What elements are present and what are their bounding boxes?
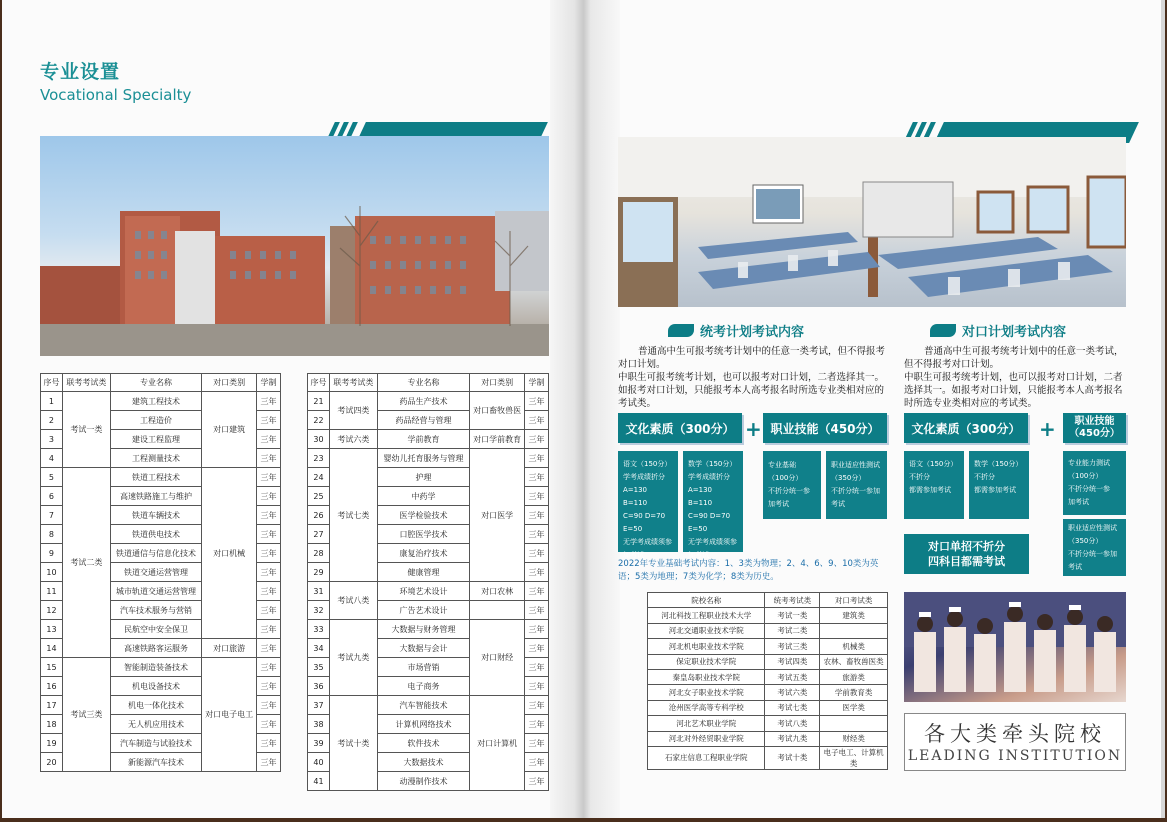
campus-building-photo xyxy=(40,136,549,356)
duikou-exam-class: 建筑类 xyxy=(820,608,888,623)
major-name: 建筑工程技术 xyxy=(110,392,202,411)
row-number: 24 xyxy=(308,468,330,487)
row-number: 17 xyxy=(41,696,63,715)
row-number: 9 xyxy=(41,544,63,563)
major-name: 建设工程监理 xyxy=(110,430,202,449)
major-name: 健康管理 xyxy=(377,563,470,582)
row-number: 11 xyxy=(41,582,63,601)
major-name: 中药学 xyxy=(377,487,470,506)
major-name: 市场营销 xyxy=(377,658,470,677)
col-header: 对口考试类 xyxy=(820,593,888,608)
school-name: 沧州医学高等专科学校 xyxy=(648,700,765,715)
major-name: 大数据与财务管理 xyxy=(377,620,470,639)
program-length: 三年 xyxy=(525,430,549,449)
unified-exam-class: 考试八类 xyxy=(765,716,820,731)
major-name: 工程测量技术 xyxy=(110,449,202,468)
table-row xyxy=(648,654,888,669)
school-name: 保定职业技术学院 xyxy=(648,654,765,669)
table-header-row xyxy=(308,374,549,392)
duikou-exam-class: 旅游类 xyxy=(820,669,888,684)
table-header-row xyxy=(41,374,281,392)
col-header: 专业名称 xyxy=(110,374,202,392)
row-number: 5 xyxy=(41,468,63,487)
row-number: 6 xyxy=(41,487,63,506)
program-length: 三年 xyxy=(525,696,549,715)
program-length: 三年 xyxy=(257,639,281,658)
duikou-category: 对口旅游 xyxy=(202,639,257,658)
majors-table-1 xyxy=(40,373,281,772)
col-header: 学制 xyxy=(257,374,281,392)
school-name: 秦皇岛职业技术学院 xyxy=(648,669,765,684)
table-row xyxy=(648,623,888,638)
culture-score-bar: 文化素质（300分） xyxy=(618,413,742,443)
duikou-category: 对口计算机 xyxy=(470,696,525,791)
page-subtitle: Vocational Specialty xyxy=(40,86,192,104)
school-name: 河北女子职业技术学院 xyxy=(648,685,765,700)
unified-exam-class: 考试三类 xyxy=(765,639,820,654)
major-name: 康复治疗技术 xyxy=(377,544,470,563)
major-name: 汽车技术服务与营销 xyxy=(110,601,202,620)
major-name: 婴幼儿托育服务与管理 xyxy=(377,449,470,468)
major-name: 铁道供电技术 xyxy=(110,525,202,544)
table-row xyxy=(648,639,888,654)
program-length: 三年 xyxy=(257,430,281,449)
duikou-exam-class: 财经类 xyxy=(820,731,888,746)
duikou-card-skill: 专业能力测试 （100分） 不折分统一参 加考试 xyxy=(1063,451,1126,515)
major-name: 广告艺术设计 xyxy=(377,601,470,620)
program-length: 三年 xyxy=(525,468,549,487)
program-length: 三年 xyxy=(525,525,549,544)
exam-category: 考试四类 xyxy=(329,392,377,430)
duikou-exam-class xyxy=(820,716,888,731)
table-header-row xyxy=(648,593,888,608)
duikou-category: 对口学前教育 xyxy=(470,430,525,449)
major-name: 电子商务 xyxy=(377,677,470,696)
duikou-exam-class: 医学类 xyxy=(820,700,888,715)
row-number: 32 xyxy=(308,601,330,620)
row-number: 23 xyxy=(308,449,330,468)
unified-exam-class: 考试一类 xyxy=(765,608,820,623)
leaf-icon xyxy=(668,324,694,337)
program-length: 三年 xyxy=(525,582,549,601)
major-name: 高速铁路施工与维护 xyxy=(110,487,202,506)
duikou-exam-text: 普通高中生可报考统考计划中的任意一类考试，但不得报考对口计划。 中职生可报考统考计划，也可以报考对口计划，二者选择其一。如报考对口计划，只能报考本人高考报名时所选专业类相对应的考试类。 xyxy=(904,346,1124,409)
program-length: 三年 xyxy=(257,601,281,620)
program-length: 三年 xyxy=(257,392,281,411)
table-row xyxy=(308,582,549,601)
duikou-exam-heading: 对口计划考试内容 xyxy=(930,321,1066,340)
program-length: 三年 xyxy=(257,677,281,696)
program-length: 三年 xyxy=(257,658,281,677)
school-name: 河北对外经贸职业学院 xyxy=(648,731,765,746)
duikou-exam-class xyxy=(820,623,888,638)
major-name: 智能制造装备技术 xyxy=(110,658,202,677)
exam-category: 考试一类 xyxy=(62,392,110,468)
row-number: 22 xyxy=(308,411,330,430)
school-name: 河北交通职业技术学院 xyxy=(648,623,765,638)
col-header: 联考考试类 xyxy=(62,374,110,392)
major-name: 环境艺术设计 xyxy=(377,582,470,601)
unified-exam-class: 考试七类 xyxy=(765,700,820,715)
leading-schools-table xyxy=(647,592,888,770)
program-length: 三年 xyxy=(257,563,281,582)
col-header: 院校名称 xyxy=(648,593,765,608)
row-number: 35 xyxy=(308,658,330,677)
duikou-skill-score-bar: 职业技能 （450分） xyxy=(1063,413,1126,443)
row-number: 26 xyxy=(308,506,330,525)
table-row xyxy=(648,731,888,746)
row-number: 4 xyxy=(41,449,63,468)
card-professional-basic: 专业基础 （100分） 不折分统一参 加考试 xyxy=(763,451,821,519)
program-length: 三年 xyxy=(257,487,281,506)
major-name: 高速铁路客运服务 xyxy=(110,639,202,658)
col-header: 学制 xyxy=(525,374,549,392)
major-name: 口腔医学技术 xyxy=(377,525,470,544)
col-header: 对口类别 xyxy=(470,374,525,392)
exam-category: 考试六类 xyxy=(329,430,377,449)
leaf-icon xyxy=(930,324,956,337)
unified-exam-class: 考试二类 xyxy=(765,623,820,638)
plus-sign: + xyxy=(1039,417,1056,441)
table-row xyxy=(41,658,281,677)
school-name: 河北机电职业技术学院 xyxy=(648,639,765,654)
major-name: 动漫制作技术 xyxy=(377,772,470,791)
exam-category: 考试八类 xyxy=(329,582,377,620)
row-number: 37 xyxy=(308,696,330,715)
exam-category: 考试二类 xyxy=(62,468,110,658)
col-header: 专业名称 xyxy=(377,374,470,392)
school-name: 河北艺术职业学院 xyxy=(648,716,765,731)
program-length: 三年 xyxy=(525,411,549,430)
program-length: 三年 xyxy=(525,772,549,791)
classroom-photo xyxy=(618,137,1126,307)
major-name: 民航空中安全保卫 xyxy=(110,620,202,639)
duikou-category: 对口建筑 xyxy=(202,392,257,468)
row-number: 33 xyxy=(308,620,330,639)
duikou-exam-class: 机械类 xyxy=(820,639,888,654)
program-length: 三年 xyxy=(257,506,281,525)
row-number: 1 xyxy=(41,392,63,411)
program-length: 三年 xyxy=(525,734,549,753)
major-name: 计算机网络技术 xyxy=(377,715,470,734)
unified-exam-heading: 统考计划考试内容 xyxy=(668,321,804,340)
row-number: 38 xyxy=(308,715,330,734)
row-number: 36 xyxy=(308,677,330,696)
page-title: 专业设置 xyxy=(40,61,121,83)
duikou-category: 对口电子电工 xyxy=(202,658,257,772)
major-name: 护理 xyxy=(377,468,470,487)
program-length: 三年 xyxy=(257,544,281,563)
program-length: 三年 xyxy=(257,734,281,753)
row-number: 16 xyxy=(41,677,63,696)
major-name: 汽车智能技术 xyxy=(377,696,470,715)
skill-score-bar: 职业技能（450分） xyxy=(763,413,887,443)
duikou-category: 对口机械 xyxy=(202,468,257,639)
col-header: 对口类别 xyxy=(202,374,257,392)
school-name: 石家庄信息工程职业学院 xyxy=(648,746,765,769)
duikou-notice: 对口单招不折分 四科目都需考试 xyxy=(904,534,1029,574)
duikou-culture-score-bar: 文化素质（300分） xyxy=(904,413,1028,443)
leading-institution-banner: 各大类牵头院校 LEADING INSTITUTION xyxy=(904,713,1126,771)
duikou-category: 对口财经 xyxy=(470,620,525,696)
table-row xyxy=(648,716,888,731)
unified-exam-class: 考试六类 xyxy=(765,685,820,700)
card-chinese: 语文（150分） 学考成绩折分 A=130 B=110 C=90 D=70 E=50 无学考成绩须参 加考试 xyxy=(618,451,678,552)
major-name: 药品生产技术 xyxy=(377,392,470,411)
row-number: 14 xyxy=(41,639,63,658)
program-length: 三年 xyxy=(525,715,549,734)
row-number: 15 xyxy=(41,658,63,677)
exam-category: 考试三类 xyxy=(62,658,110,772)
unified-exam-class: 考试九类 xyxy=(765,731,820,746)
table-row xyxy=(648,608,888,623)
program-length: 三年 xyxy=(525,753,549,772)
table-row xyxy=(648,685,888,700)
duikou-category: 对口医学 xyxy=(470,449,525,582)
row-number: 27 xyxy=(308,525,330,544)
unified-exam-text: 普通高中生可报考统考计划中的任意一类考试，但不得报考对口计划。 中职生可报考统考计划，也可以报考对口计划，二者选择其一。如报考对口计划，只能报考本人高考报名时所选专业类相对应的考试类。 xyxy=(618,346,886,409)
program-length: 三年 xyxy=(257,715,281,734)
major-name: 城市轨道交通运营管理 xyxy=(110,582,202,601)
table-row xyxy=(308,430,549,449)
major-name: 铁道车辆技术 xyxy=(110,506,202,525)
program-length: 三年 xyxy=(257,582,281,601)
major-name: 铁道通信与信息化技术 xyxy=(110,544,202,563)
program-length: 三年 xyxy=(525,392,549,411)
program-length: 三年 xyxy=(525,639,549,658)
major-name: 医学检验技术 xyxy=(377,506,470,525)
duikou-category: 对口农林 xyxy=(470,582,525,601)
majors-table-2 xyxy=(307,373,549,791)
unified-exam-class: 考试四类 xyxy=(765,654,820,669)
program-length: 三年 xyxy=(257,411,281,430)
program-length: 三年 xyxy=(525,487,549,506)
major-name: 铁道工程技术 xyxy=(110,468,202,487)
row-number: 39 xyxy=(308,734,330,753)
school-name: 河北科技工程职业技术大学 xyxy=(648,608,765,623)
table-row xyxy=(41,392,281,411)
major-name: 软件技术 xyxy=(377,734,470,753)
major-name: 学前教育 xyxy=(377,430,470,449)
row-number: 12 xyxy=(41,601,63,620)
col-header: 联考考试类 xyxy=(329,374,377,392)
duikou-card-chinese: 语文（150分） 不折分 都需参加考试 xyxy=(904,451,964,519)
nursing-students-photo xyxy=(904,592,1126,702)
row-number: 29 xyxy=(308,563,330,582)
program-length: 三年 xyxy=(257,753,281,772)
table-row xyxy=(308,620,549,639)
major-name: 工程造价 xyxy=(110,411,202,430)
row-number: 21 xyxy=(308,392,330,411)
major-name: 大数据技术 xyxy=(377,753,470,772)
duikou-card-aptitude: 职业适应性测试 （350分） 不折分统一参加 考试 xyxy=(1063,519,1126,576)
row-number: 19 xyxy=(41,734,63,753)
program-length: 三年 xyxy=(525,658,549,677)
row-number: 8 xyxy=(41,525,63,544)
table-row xyxy=(648,669,888,684)
major-name: 药品经营与管理 xyxy=(377,411,470,430)
book-spine xyxy=(550,0,620,818)
major-name: 机电设备技术 xyxy=(110,677,202,696)
duikou-category xyxy=(470,601,525,620)
program-length: 三年 xyxy=(525,620,549,639)
program-length: 三年 xyxy=(257,449,281,468)
card-aptitude-test: 职业适应性测试 （350分） 不折分统一参加 考试 xyxy=(826,451,887,519)
table-row xyxy=(41,468,281,487)
row-number: 28 xyxy=(308,544,330,563)
duikou-exam-class: 农林、畜牧兽医类 xyxy=(820,654,888,669)
page-edge xyxy=(1161,0,1165,818)
duikou-category: 对口畜牧兽医 xyxy=(470,392,525,430)
exam-category: 考试九类 xyxy=(329,620,377,696)
table-row xyxy=(308,392,549,411)
duikou-card-math: 数学（150分） 不折分 都需参加考试 xyxy=(969,451,1029,519)
table-row xyxy=(648,746,888,769)
duikou-exam-class: 学前教育类 xyxy=(820,685,888,700)
program-length: 三年 xyxy=(257,696,281,715)
program-length: 三年 xyxy=(525,563,549,582)
col-header: 序号 xyxy=(308,374,330,392)
major-name: 大数据与会计 xyxy=(377,639,470,658)
row-number: 2 xyxy=(41,411,63,430)
unified-exam-class: 考试五类 xyxy=(765,669,820,684)
row-number: 10 xyxy=(41,563,63,582)
row-number: 31 xyxy=(308,582,330,601)
row-number: 13 xyxy=(41,620,63,639)
major-name: 汽车制造与试验技术 xyxy=(110,734,202,753)
row-number: 18 xyxy=(41,715,63,734)
row-number: 40 xyxy=(308,753,330,772)
row-number: 20 xyxy=(41,753,63,772)
col-header: 统考考试类 xyxy=(765,593,820,608)
major-name: 新能源汽车技术 xyxy=(110,753,202,772)
exam-category: 考试七类 xyxy=(329,449,377,582)
program-length: 三年 xyxy=(525,506,549,525)
program-length: 三年 xyxy=(257,525,281,544)
exam-content-note: 2022年专业基础考试内容：1、3类为物理；2、4、6、9、10类为英语；5类为地理；7类为化学；8类为历史。 xyxy=(618,559,879,582)
major-name: 无人机应用技术 xyxy=(110,715,202,734)
program-length: 三年 xyxy=(257,468,281,487)
plus-sign: + xyxy=(745,417,762,441)
program-length: 三年 xyxy=(525,544,549,563)
program-length: 三年 xyxy=(525,677,549,696)
major-name: 机电一体化技术 xyxy=(110,696,202,715)
program-length: 三年 xyxy=(525,601,549,620)
row-number: 25 xyxy=(308,487,330,506)
col-header: 序号 xyxy=(41,374,63,392)
major-name: 铁道交通运营管理 xyxy=(110,563,202,582)
duikou-exam-class: 电子电工、计算机类 xyxy=(820,746,888,769)
row-number: 7 xyxy=(41,506,63,525)
row-number: 41 xyxy=(308,772,330,791)
program-length: 三年 xyxy=(525,449,549,468)
program-length: 三年 xyxy=(257,620,281,639)
table-row xyxy=(308,696,549,715)
row-number: 3 xyxy=(41,430,63,449)
row-number: 34 xyxy=(308,639,330,658)
unified-exam-class: 考试十类 xyxy=(765,746,820,769)
table-row xyxy=(308,449,549,468)
row-number: 30 xyxy=(308,430,330,449)
table-row xyxy=(648,700,888,715)
exam-category: 考试十类 xyxy=(329,696,377,791)
card-math: 数学（150分） 学考成绩折分 A=130 B=110 C=90 D=70 E=50 无学考成绩须参 加考试 xyxy=(683,451,743,552)
